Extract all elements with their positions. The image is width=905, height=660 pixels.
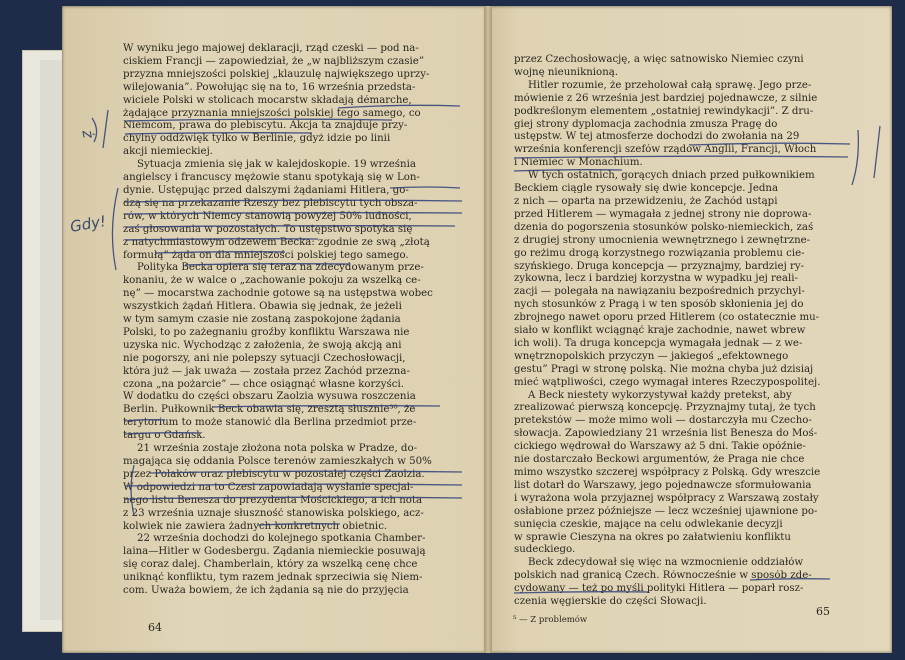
left-page-line: W wyniku jego majowej deklaracji, rząd czeski — pod na-	[123, 43, 419, 54]
left-page-line: laina—Hitler w Godesbergu. Żądania niemieckie posuwają	[123, 546, 426, 558]
left-page-line: chylny oddźwięk tylko w Berlinie, gdyż idzie po linii	[123, 133, 391, 145]
left-page-line: Sytuacja zmienia się jak w kalejdoskopie. 19 września	[137, 159, 416, 171]
left-page-line: z 23 września uznaje słuszność stanowiska polskiego, acz-	[123, 507, 424, 519]
right-page-line: ustępstw. W tej atmosferze dochodzi do zwołania na 29	[514, 131, 800, 143]
right-page-line: września konferencji szefów rządów Anglii, Francji, Włoch	[514, 144, 817, 156]
right-page-line: Beckiem ciągle rysowały się dwie koncepcje. Jedna	[514, 183, 779, 195]
left-page-line: dzą się na przekazanie Rzeszy bez plebiscytu tych obsza-	[123, 197, 418, 209]
right-page-line: ich woli). Ta druga koncepcja wymagała jednak — z we-	[514, 337, 803, 349]
left-page-line: Polski, to po zażegnaniu groźby konfliktu Warszawa nie	[123, 326, 410, 338]
right-page-line: przez Czechosłowację, a więc satnowisko Niemiec czyni	[514, 54, 804, 65]
left-page-line: ciskiem Francji — zapowiedział, że „w najbliższym czasie”	[123, 55, 425, 67]
left-page-line: targu o Gdańsk.	[123, 430, 206, 442]
left-page-line: która już — jak uważa — została przez Zachód przezna-	[123, 365, 410, 377]
left-page-line: Berlin. Pułkownik Beck obawia się, zresztą słusznie³⁰, że	[123, 404, 416, 416]
left-page-number: 64	[148, 621, 162, 634]
right-page-line: i Niemiec w Monachium.	[514, 157, 643, 169]
left-page-line: com. Uważa bowiem, że ich żądania są nie do przyjęcia	[123, 585, 409, 597]
margin-note-gdy: Gdy!	[68, 212, 108, 236]
right-page-line: nych stosunków z Pragą i w ten sposób skłonienia jej do	[514, 299, 804, 311]
right-page-line: z drugiej strony umocnienia wewnętrznego i zewnętrzne-	[514, 234, 811, 246]
left-page-line: W odpowiedzi na to Czesi zapowiadają wysłanie specjal-	[123, 481, 414, 493]
left-page-line: terytorium to może stanowić dla Berlina przedmiot prze-	[123, 417, 417, 429]
right-page-line: dzenia do pogorszenia stosunków polsko-niemieckich, zaś	[514, 221, 814, 233]
left-page-line: zaś głosowania w pozostałych. To ustępstwo spotyka się	[123, 223, 413, 235]
right-page-text	[514, 54, 844, 609]
left-page-line: nę” — mocarstwa zachodnie gotowe są na ustępstwa wobec	[123, 288, 433, 300]
right-page-line: osłabione przez późniejsze — lecz wcześniej ujawnione po-	[514, 505, 818, 517]
right-page-footer: ⁵ — Z problemów	[513, 615, 588, 625]
left-page-line: magająca się oddania Polsce terenów zamieszkałych w 50%	[123, 456, 432, 467]
right-page-line: sunięcia czeskie, mające na celu odwlekanie decyzji	[514, 518, 783, 530]
left-page-line: wszystkich żądań Hitlera. Obawia się jednak, że jeżeli	[123, 301, 402, 313]
left-page-line: akcji niemieckiej.	[123, 146, 213, 158]
left-page-line: Polityka Becka opiera się teraz na zdecydowanym prze-	[137, 262, 424, 274]
left-page-line: angielscy i francuscy mężowie stanu spotykają się w Lon-	[123, 172, 420, 184]
right-page-line: pretekstów — może mimo woli — dostarczyła mu Czecho-	[514, 415, 812, 427]
left-page-line: wilejowania”. Powołując się na to, 16 września przedsta-	[123, 81, 416, 93]
right-page-line: Hitler rozumie, że przeholował całą sprawę. Jego prze-	[528, 79, 812, 91]
right-page-line: gestu” Pragi w stronę polską. Nie można chyba już dzisiaj	[514, 363, 814, 375]
left-page-line: formułą” żąda on dla mniejszości polskiej tego samego.	[123, 249, 409, 261]
left-page-line: z natychmiastowym odzewem Becka: zgodnie ze swą „złotą	[123, 236, 430, 248]
right-page-line: mówienie z 26 września jest bardziej pojednawcze, z silnie	[514, 92, 818, 104]
right-page-line: cickiego wędrował do Warszawy aż 5 dni. Takie opóźnie-	[514, 441, 806, 453]
right-page-line: Beck zdecydował się więc na wzmocnienie oddziałów	[528, 557, 804, 569]
left-page-line: uzyska nic. Wychodząc z założenia, że swoją akcją ani	[123, 339, 402, 351]
right-page-line: W tych ostatnich, gorących dniach przed pułkownikiem	[528, 170, 815, 182]
right-page-line: sudeckiego.	[514, 544, 576, 556]
right-page-number: 65	[816, 605, 830, 618]
left-page-line: się coraz dalej. Chamberlain, który za wszelką cenę chce	[123, 559, 418, 571]
right-page-line: i wyrażona wola przyjaznej współpracy z Warszawą zostały	[514, 492, 819, 504]
right-page-line: przed Hitlerem — wymagała z jednej strony nie doprowa-	[514, 208, 812, 220]
left-page-line: kolwiek nie zawiera żadnych konkretnych obietnic.	[123, 520, 388, 532]
right-page-line: siało w konflikt wciągnąć kraje zachodnie, nawet wbrew	[514, 325, 806, 337]
left-page-line: nie pogorszy, ani nie polepszy sytuacji Czechosłowacji,	[123, 352, 406, 364]
left-page-line: wiciele Polski w stolicach mocarstw składają démarche,	[123, 94, 412, 106]
right-page-line: zacji — polegała na nawiązaniu bezpośrednich przychyl-	[514, 286, 805, 298]
left-page-line: konaniu, że w walce o „zachowanie pokoju za wszelką ce-	[123, 275, 421, 287]
margin-note-squiggle: ż	[78, 128, 98, 140]
right-page-line: szyńskiego. Druga koncepcja — przyznajmy, bardziej ry-	[514, 260, 805, 272]
left-page-line: dynie. Ustępując przed dalszymi żądaniami Hitlera, go-	[123, 184, 409, 196]
right-page-line: A Beck niestety wykorzystywał każdy pretekst, aby	[528, 389, 792, 401]
right-page-line: cydowany — też po myśli polityki Hitlera — poparł rosz-	[514, 583, 804, 595]
right-page-line: zrealizować pierwszą koncepcję. Przyznajmy tutaj, że tych	[514, 402, 816, 414]
left-page-line: W dodatku do części obszaru Zaolzia wysuwa roszczenia	[123, 391, 416, 403]
left-page-line: uniknąć konfliktu, tym razem jednak sprzeciwia się Niem-	[123, 572, 423, 584]
right-page-line: list dotarł do Warszawy, jego pojednawcze sformułowania	[514, 479, 812, 491]
right-page-line: go reżimu drogą korzystnego rozwiązania problemu cie-	[514, 247, 805, 259]
right-page-line: z nich — oparta na przewidzeniu, że Zachód ustąpi	[514, 195, 778, 207]
left-page-line: przez Polaków oraz plebiscytu w pozostałej części Zaolzia.	[123, 468, 425, 480]
right-page-line: czenia węgierskie do części Słowacji.	[514, 596, 707, 608]
right-page-line: mieć wątpliwości, czego wymagał interes Rzeczypospolitej.	[514, 376, 821, 388]
right-page-line: zykowna, lecz i bardziej korzystna w wypadku jej reali-	[514, 273, 798, 285]
right-page-line: mimo wszystko szczerej współpracy z Polską. Gdy wreszcie	[514, 467, 821, 478]
book-spine	[484, 6, 492, 653]
left-page-line: żądające przyznania mniejszości polskiej tego samego, co	[123, 107, 421, 119]
right-page-line: podkreślonym elementem „ostatniej rewindykacji”. Z dru-	[514, 105, 814, 117]
left-page-line: Niemcom, prawa do plebiscytu. Akcja ta znajduje przy-	[123, 120, 408, 132]
right-page-line: wnętrznopolskich przyczyn — jakiegoś „efektownego	[514, 350, 789, 362]
left-page-line: przyzna mniejszości polskiej „klauzulę największego uprzy-	[123, 68, 430, 80]
left-page-line: 22 września dochodzi do kolejnego spotkania Chamber-	[137, 533, 426, 545]
left-page-line: rów, w których Niemcy stanowią powyżej 50% ludności,	[123, 210, 412, 222]
left-page-line: czona „na pożarcie” — chce osiągnąć własne korzyści.	[123, 378, 404, 390]
right-page-line: zbrojnego nawet oporu przed Hitlerem (co ostatecznie mu-	[514, 312, 820, 324]
right-page-line: nie dostarczało Beckowi argumentów, że Praga nie chce	[514, 454, 805, 466]
right-page-line: w sprawie Cieszyna na okres po załatwieniu konfliktu	[514, 531, 791, 543]
left-page-line: nego listu Benesza do prezydenta Mościckiego, a ich nota	[123, 494, 423, 506]
left-page-line: w tym samym czasie nie zostaną zaspokojone żądania	[123, 314, 401, 326]
right-page-line: giej strony dyplomacja zachodnia zmusza Pragę do	[514, 118, 778, 130]
left-page-line: 21 września zostaje złożona nota polska w Pradze, do-	[137, 443, 418, 455]
right-page-line: polskich nad granicą Czech. Równocześnie w sposób zde-	[514, 570, 812, 582]
left-page-text	[123, 43, 463, 598]
right-page-line: wojnę nieuniknioną.	[514, 66, 619, 78]
right-page-line: słowacja. Zapowiedziany 21 września list Benesza do Moś-	[514, 428, 818, 440]
